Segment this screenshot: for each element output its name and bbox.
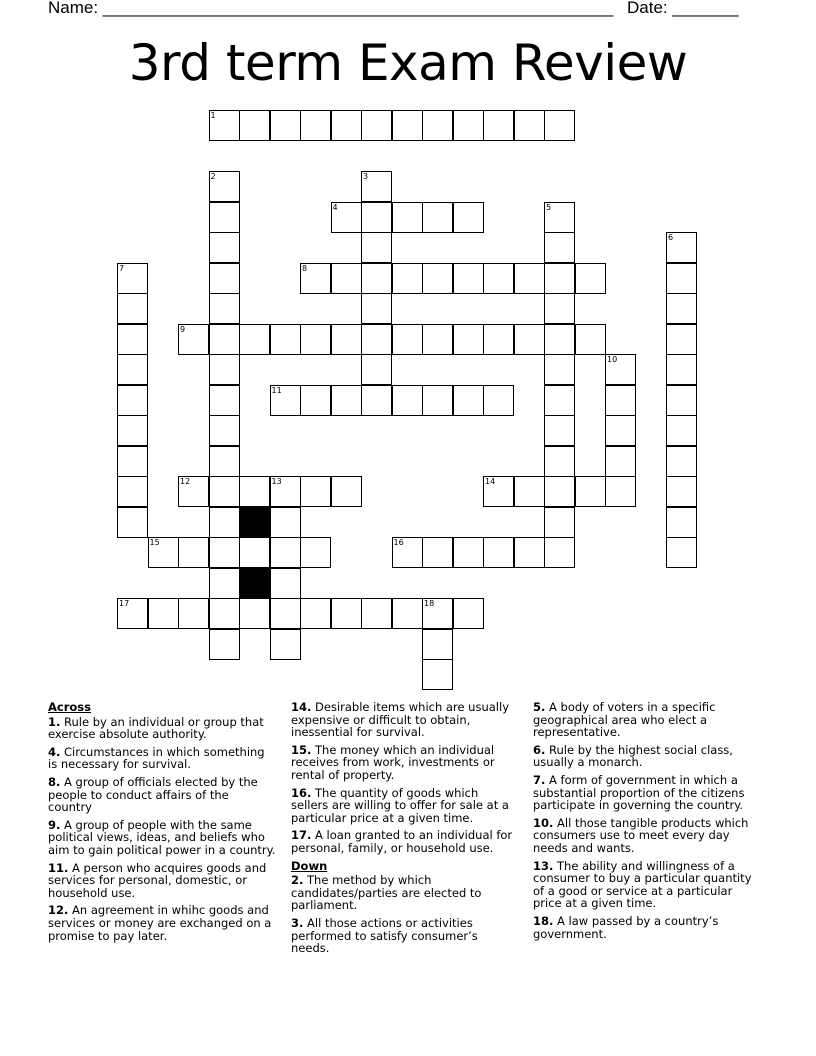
grid-cell[interactable] [483,263,514,294]
clue-number: 4 [332,202,338,212]
grid-cell[interactable] [270,629,301,660]
clue-text: The money which an individual receives from work, investments or rental of property. [291,742,495,782]
grid-cell[interactable] [331,202,362,233]
clue-number-label: 4. [48,744,61,759]
grid-cell[interactable] [270,507,301,538]
clue-number: 12 [180,477,191,486]
grid-cell[interactable] [361,263,392,294]
grid-cell[interactable] [209,537,240,568]
grid-cell[interactable] [239,598,270,629]
grid-cell[interactable] [483,537,514,568]
grid-cell[interactable] [422,385,453,416]
grid-cell[interactable] [514,263,545,294]
grid-cell[interactable] [331,324,362,355]
grid-cell[interactable] [392,202,423,233]
grid-cell[interactable] [422,629,453,660]
grid-cell[interactable] [483,110,514,141]
grid-cell[interactable] [666,324,697,355]
grid-cell[interactable] [544,385,575,416]
clue-text: Desirable items which are usually expensive or difficult to obtain, inessential for survival. [291,700,509,740]
clue-text: A law passed by a country’s government. [533,913,719,941]
clue-number-label: 2. [291,873,304,888]
clue-text: A group of officials elected by the people to conduct affairs of the country [48,774,258,815]
grid-cell[interactable] [392,110,423,141]
grid-cell[interactable] [331,110,362,141]
grid-cell[interactable] [422,598,453,629]
grid-cell[interactable] [209,171,240,202]
grid-cell[interactable] [544,476,575,507]
clue-number-label: 6. [533,742,546,757]
clue-number: 17 [119,599,130,608]
grid-cell[interactable] [300,537,331,568]
grid-cell[interactable] [392,537,423,568]
grid-cell[interactable] [117,446,148,477]
grid-cell[interactable] [483,385,514,416]
grid-cell[interactable] [270,476,301,507]
clue-number-label: 9. [48,817,61,832]
clue-item [48,776,276,814]
grid-cell[interactable] [422,263,453,294]
clue-number-label: 10. [533,815,554,830]
clue-number: 7 [119,263,125,273]
black-cell [239,507,270,538]
grid-cell[interactable] [605,476,636,507]
clue-number: 2 [210,172,216,181]
clue-item [533,744,761,769]
grid-cell[interactable] [544,507,575,538]
grid-cell[interactable] [209,110,240,141]
down-clue-list-continued [533,701,761,940]
grid-cell[interactable] [666,385,697,416]
grid-cell[interactable] [209,385,240,416]
clue-item [291,917,519,955]
clue-number: 11 [271,385,282,395]
clue-item [291,744,519,782]
grid-cell[interactable] [361,202,392,233]
grid-cell[interactable] [148,537,179,568]
clue-number-label: 3. [291,915,304,930]
grid-cell[interactable] [453,110,484,141]
grid-cell[interactable] [331,476,362,507]
grid-cell[interactable] [544,293,575,324]
grid-cell[interactable] [422,324,453,355]
grid-cell[interactable] [575,476,606,507]
grid-cell[interactable] [605,446,636,477]
grid-cell[interactable] [361,324,392,355]
grid-cell[interactable] [544,354,575,385]
clue-item [291,787,519,825]
grid-cell[interactable] [392,263,423,294]
clue-item [533,860,761,910]
clue-item [291,701,519,739]
grid-cell[interactable] [117,324,148,355]
grid-cell[interactable] [209,568,240,599]
clue-column-2 [291,701,519,960]
clue-text: The method by which candidates/parties are elected to parliament. [291,873,482,913]
clue-item [291,874,519,912]
across-clue-list-continued [291,701,519,855]
clue-number-label: 14. [291,700,312,714]
grid-cell[interactable] [178,324,209,355]
clue-number: 10 [607,355,618,364]
grid-cell[interactable] [422,202,453,233]
grid-cell[interactable] [209,232,240,263]
clue-text: A person who acquires goods and services for personal, domestic, or household use. [48,860,267,900]
grid-cell[interactable] [453,263,484,294]
grid-cell[interactable] [392,598,423,629]
grid-cell[interactable] [453,324,484,355]
name-field-label[interactable]: Name: ______________________________________________________ [48,0,614,17]
grid-cell[interactable] [514,476,545,507]
grid-cell[interactable] [209,202,240,233]
clue-column-1 [48,701,276,947]
grid-cell[interactable] [117,293,148,324]
grid-cell[interactable] [666,293,697,324]
grid-cell[interactable] [361,110,392,141]
grid-cell[interactable] [544,446,575,477]
grid-cell[interactable] [666,232,697,263]
clue-item [48,904,276,942]
page-title: 3rd term Exam Review [128,34,688,92]
clue-item [533,701,761,739]
grid-cell[interactable] [270,110,301,141]
grid-cell[interactable] [270,385,301,416]
clue-text: All those actions or activities performed to satisfy consumer’s needs. [291,915,478,956]
grid-cell[interactable] [483,476,514,507]
clue-text: An agreement in whihc goods and services or money are exchanged on a promise to pay later. [48,903,272,943]
clue-number-label: 16. [291,785,312,800]
grid-cell[interactable] [514,537,545,568]
clue-number: 16 [393,538,404,547]
grid-cell[interactable] [239,476,270,507]
clue-text: Rule by the highest social class, usually a monarch. [533,742,733,770]
clue-item [48,746,276,771]
clue-number-label: 13. [533,858,554,873]
grid-cell[interactable] [422,659,453,690]
clue-item [48,716,276,741]
grid-cell[interactable] [300,598,331,629]
grid-cell[interactable] [178,598,209,629]
grid-cell[interactable] [209,293,240,324]
clue-item [533,817,761,855]
grid-cell[interactable] [544,324,575,355]
grid-cell[interactable] [361,171,392,202]
grid-cell[interactable] [666,415,697,446]
grid-cell[interactable] [270,598,301,629]
grid-cell[interactable] [148,598,179,629]
grid-cell[interactable] [575,263,606,294]
grid-cell[interactable] [209,507,240,538]
across-heading: Across [48,700,91,714]
grid-cell[interactable] [117,385,148,416]
grid-cell[interactable] [239,537,270,568]
grid-cell[interactable] [361,293,392,324]
grid-cell[interactable] [544,263,575,294]
clue-item [48,819,276,857]
grid-cell[interactable] [239,324,270,355]
clue-number-label: 18. [533,913,554,928]
clue-item [48,862,276,900]
grid-cell[interactable] [239,110,270,141]
grid-cell[interactable] [514,324,545,355]
clue-text: All those tangible products which consumers use to meet every day needs and wants. [533,815,749,855]
grid-cell[interactable] [117,507,148,538]
grid-cell[interactable] [117,263,148,294]
grid-cell[interactable] [209,263,240,294]
black-cell [239,568,270,599]
grid-cell[interactable] [666,263,697,294]
clue-number-label: 11. [48,860,69,875]
date-field-label[interactable]: Date: _______ [627,0,739,17]
clue-text: The quantity of goods which sellers are willing to offer for sale at a particular price at a given time. [291,785,509,825]
grid-cell[interactable] [453,598,484,629]
clue-text: The ability and willingness of a consumer to buy a particular quantity of a good or service at a particular price at a given time. [533,858,752,911]
grid-cell[interactable] [422,537,453,568]
grid-cell[interactable] [300,263,331,294]
down-heading: Down [291,858,328,873]
clue-number: 8 [302,263,308,273]
grid-cell[interactable] [300,476,331,507]
grid-cell[interactable] [392,324,423,355]
clue-number: 15 [149,538,160,547]
grid-cell[interactable] [331,263,362,294]
grid-cell[interactable] [666,446,697,477]
grid-cell[interactable] [605,354,636,385]
grid-cell[interactable] [575,324,606,355]
grid-cell[interactable] [209,415,240,446]
grid-cell[interactable] [209,354,240,385]
clue-text: Rule by an individual or group that exercise absolute authority. [48,714,264,742]
grid-cell[interactable] [300,324,331,355]
clue-number: 3 [363,172,369,181]
grid-cell[interactable] [209,598,240,629]
grid-cell[interactable] [453,202,484,233]
grid-cell[interactable] [270,537,301,568]
clue-number-label: 5. [533,700,546,714]
clue-number-label: 12. [48,903,69,918]
grid-cell[interactable] [270,324,301,355]
grid-cell[interactable] [422,110,453,141]
grid-cell[interactable] [209,629,240,660]
grid-cell[interactable] [209,476,240,507]
clue-number-label: 15. [291,742,312,757]
grid-cell[interactable] [544,232,575,263]
grid-cell[interactable] [666,537,697,568]
grid-cell[interactable] [209,324,240,355]
clue-number: 9 [180,324,186,334]
grid-cell[interactable] [392,385,423,416]
across-clue-list [48,716,276,943]
grid-cell[interactable] [544,415,575,446]
grid-cell[interactable] [544,537,575,568]
grid-cell[interactable] [117,415,148,446]
grid-cell[interactable] [300,110,331,141]
clue-number-label: 17. [291,828,312,843]
grid-cell[interactable] [117,598,148,629]
clue-item [291,829,519,854]
grid-cell[interactable] [300,385,331,416]
grid-cell[interactable] [209,446,240,477]
clue-number: 13 [271,477,282,486]
clue-text: Circumstances in which something is necessary for survival. [48,744,265,772]
clue-number: 14 [485,477,496,486]
grid-cell[interactable] [117,476,148,507]
down-clue-list [291,874,519,955]
clue-column-3 [533,701,761,945]
grid-cell[interactable] [331,598,362,629]
clue-number: 5 [546,202,552,212]
clue-text: A form of government in which a substantial proportion of the citizens participate in governing the country. [533,772,745,813]
grid-cell[interactable] [361,385,392,416]
clue-number: 1 [210,111,216,120]
clue-text: A group of people with the same political views, ideas, and beliefs who aim to gain political power in a country. [48,817,276,857]
grid-cell[interactable] [666,476,697,507]
grid-cell[interactable] [361,598,392,629]
grid-cell[interactable] [331,385,362,416]
grid-cell[interactable] [544,110,575,141]
clue-number: 6 [668,233,674,242]
grid-cell[interactable] [270,568,301,599]
grid-cell[interactable] [544,202,575,233]
clue-number-label: 8. [48,774,61,789]
clue-number-label: 7. [533,772,546,787]
grid-cell[interactable] [361,232,392,263]
clue-text: A body of voters in a specific geographical area who elect a representative. [533,700,716,740]
grid-cell[interactable] [605,385,636,416]
grid-cell[interactable] [117,354,148,385]
grid-cell[interactable] [361,354,392,385]
grid-cell[interactable] [605,415,636,446]
grid-cell[interactable] [514,110,545,141]
clue-item [533,915,761,940]
grid-cell[interactable] [453,537,484,568]
clue-number: 18 [424,599,435,608]
grid-cell[interactable] [178,476,209,507]
grid-cell[interactable] [666,354,697,385]
grid-cell[interactable] [666,507,697,538]
clue-text: A loan granted to an individual for personal, family, or household use. [291,828,513,855]
grid-cell[interactable] [483,324,514,355]
grid-cell[interactable] [178,537,209,568]
clue-item [533,774,761,812]
clue-number-label: 1. [48,714,61,729]
grid-cell[interactable] [453,385,484,416]
